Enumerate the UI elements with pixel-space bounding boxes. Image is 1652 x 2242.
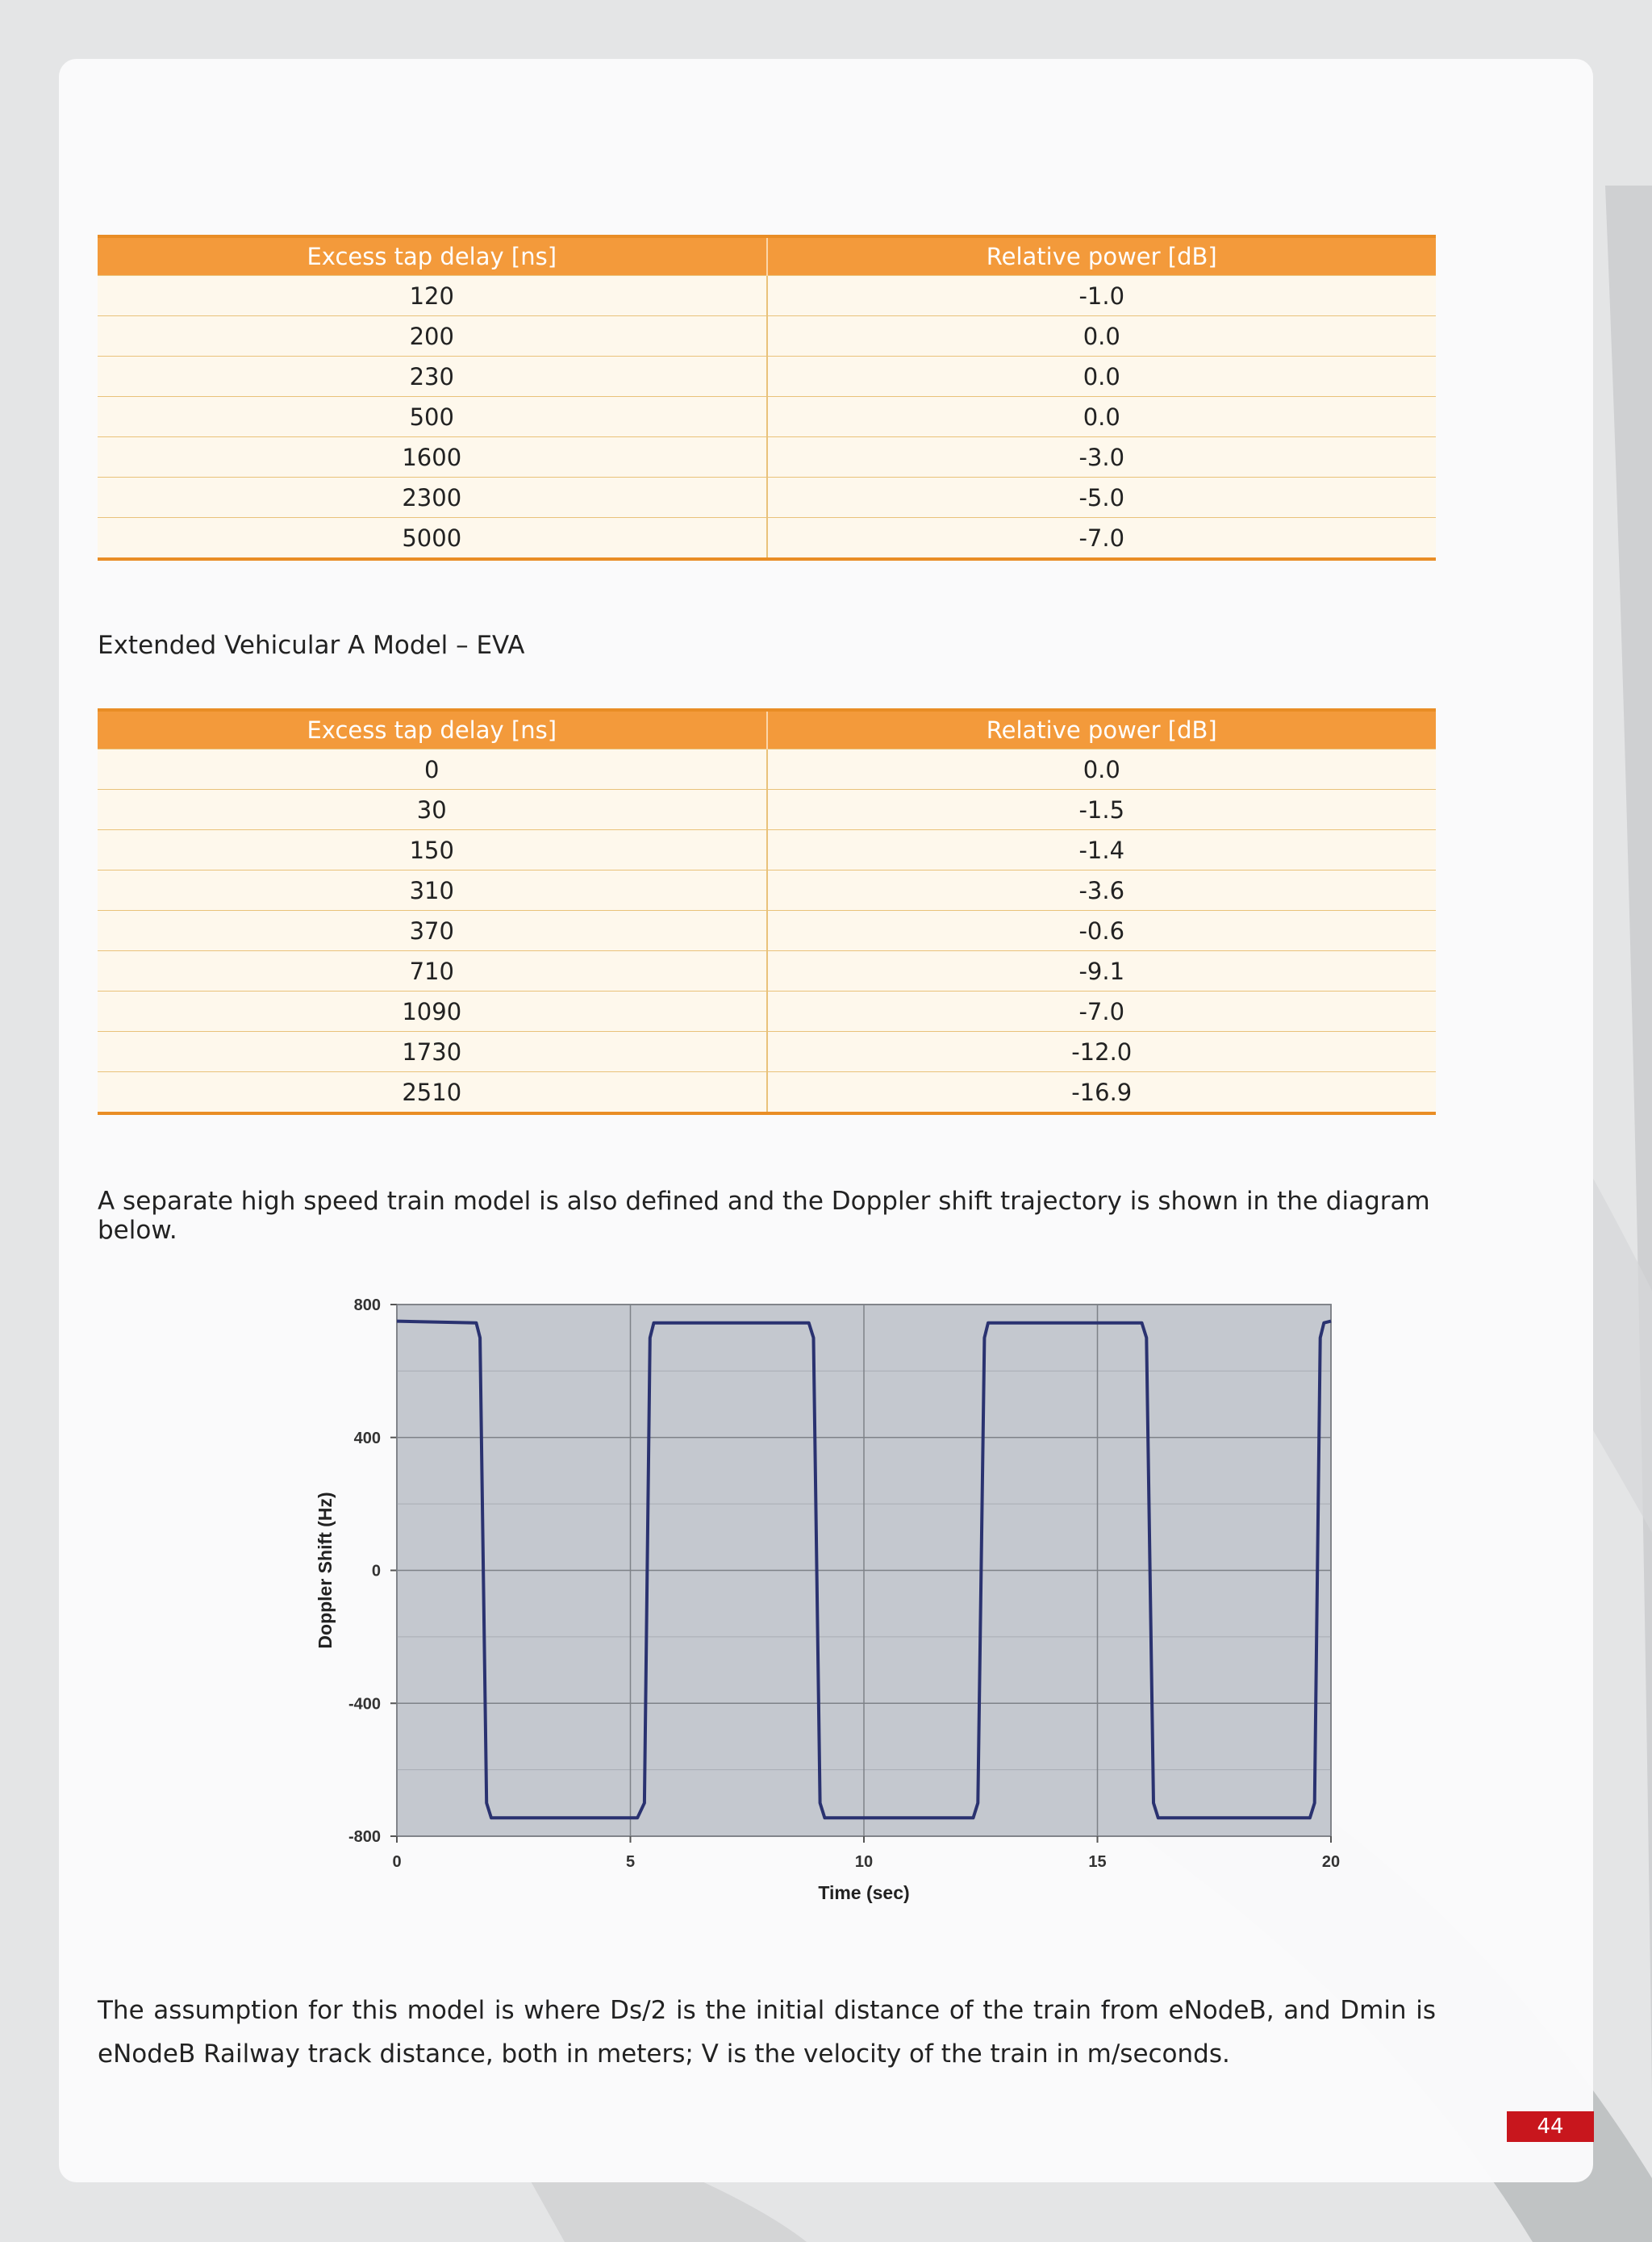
assumption-paragraph <box>98 1989 1436 2076</box>
x-tick-label: 20 <box>1321 1853 1341 1871</box>
x-tick-label: 10 <box>854 1853 874 1871</box>
power-cell: -16.9 <box>767 1072 1437 1114</box>
x-tick-label: 5 <box>625 1853 636 1871</box>
delay-cell: 150 <box>98 830 767 870</box>
power-cell: -12.0 <box>767 1032 1437 1072</box>
delay-cell: 200 <box>98 316 767 357</box>
delay-cell: 1090 <box>98 992 767 1032</box>
power-cell: 0.0 <box>767 316 1437 357</box>
y-tick-label: -400 <box>348 1695 381 1714</box>
delay-cell: 2300 <box>98 478 767 518</box>
power-cell: 0.0 <box>767 397 1437 437</box>
x-tick-label: 15 <box>1088 1853 1107 1871</box>
y-tick-label: -800 <box>348 1828 381 1846</box>
delay-cell: 310 <box>98 870 767 911</box>
assumption-text: The assumption for this model is where Ds/2 is the initial distance of the train from eNodeB, and Dmin is eNodeB Railway track distance, both in meters; V is the velocity of the train in m/seconds. <box>98 1996 1436 2069</box>
y-tick-label: 400 <box>353 1429 381 1447</box>
x-tick-label: 0 <box>392 1853 402 1871</box>
delay-cell: 370 <box>98 911 767 951</box>
column-header-power: Relative power [dB] <box>767 710 1437 749</box>
y-tick-label: 0 <box>371 1562 381 1580</box>
delay-cell: 30 <box>98 790 767 830</box>
power-cell: -7.0 <box>767 992 1437 1032</box>
column-header-delay: Excess tap delay [ns] <box>98 236 767 276</box>
x-axis-label: Time (sec) <box>818 1882 910 1903</box>
power-cell: 0.0 <box>767 357 1437 397</box>
power-cell: -1.0 <box>767 276 1437 316</box>
power-cell: 0.0 <box>767 749 1437 790</box>
delay-cell: 710 <box>98 951 767 992</box>
delay-cell: 5000 <box>98 518 767 560</box>
power-cell: -1.5 <box>767 790 1437 830</box>
delay-cell: 2510 <box>98 1072 767 1114</box>
page-number-badge: 44 <box>1507 2111 1594 2142</box>
delay-cell: 120 <box>98 276 767 316</box>
intro-paragraph: A separate high speed train model is also defined and the Doppler shift trajectory is shown in the diagram below. <box>98 1187 1430 1245</box>
delay-cell: 1600 <box>98 437 767 478</box>
power-cell: -3.0 <box>767 437 1437 478</box>
y-tick-label: 800 <box>353 1296 381 1314</box>
delay-cell: 1730 <box>98 1032 767 1072</box>
column-header-power: Relative power [dB] <box>767 236 1437 276</box>
column-header-delay: Excess tap delay [ns] <box>98 710 767 749</box>
power-cell: -9.1 <box>767 951 1437 992</box>
power-cell: -1.4 <box>767 830 1437 870</box>
power-cell: -5.0 <box>767 478 1437 518</box>
delay-cell: 230 <box>98 357 767 397</box>
delay-cell: 500 <box>98 397 767 437</box>
eva-heading: Extended Vehicular A Model – EVA <box>98 631 525 660</box>
power-cell: -3.6 <box>767 870 1437 911</box>
power-cell: -0.6 <box>767 911 1437 951</box>
delay-cell: 0 <box>98 749 767 790</box>
y-axis-label: Doppler Shift (Hz) <box>315 1492 336 1649</box>
power-cell: -7.0 <box>767 518 1437 560</box>
